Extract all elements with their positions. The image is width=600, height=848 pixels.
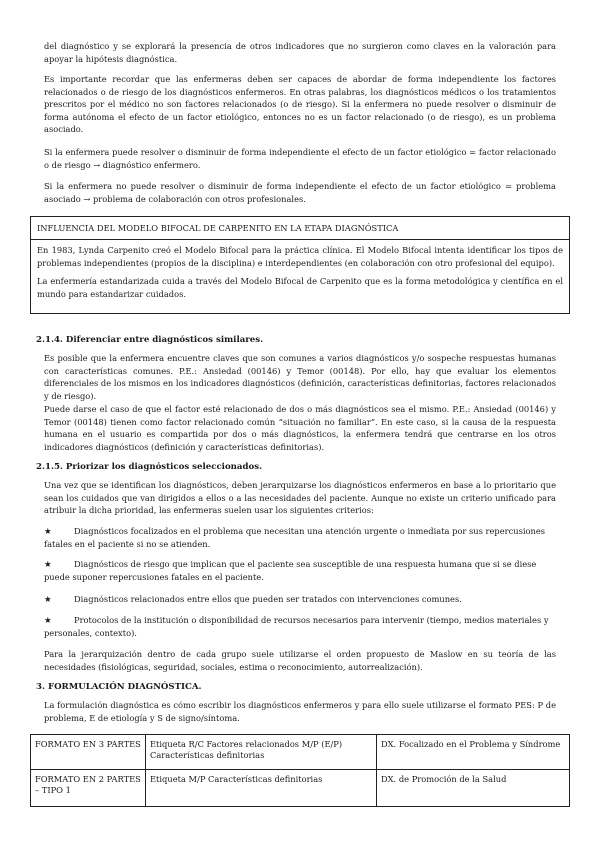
paragraph-important: Es importante recordar que las enfermeras deben ser capaces de abordar de forma independiente los factores relacionados o de riesgo de los diagnósticos enfermeros. En otras palabras, los diagnósticos médicos o los tratamientos prescritos por el médico no son factores relacionados (o de riesgo). Si la enfermera no puede resolver o disminuir de forma autónoma el efecto de un factor etiológico, entonces no es un factor relacionado (o de riesgo), es un problema asociado.: [44, 74, 556, 135]
paragraph-214-1: Es posible que la enfermera encuentre claves que son comunes a varios diagnósticos y/o sospeche respuestas humanas con características comunes. P.E.: Ansiedad (00146) y Temor (00148). Por ello, hay que evaluar los elementos diferenciales de los mismos en los indicadores diagnósticos (definición, características definitorias, factores relacionados y de riesgo).: [44, 353, 556, 401]
table-row: [31, 770, 570, 807]
paragraph-215-1: Una vez que se identifican los diagnósticos, deben jerarquizarse los diagnósticos enfermeros en base a lo prioritario que sean los cuidados que van dirigidos a ellos o a las necesidades del paciente. Aunque no existe un criterio unificado para atribuir la dicha prioridad, las enfermeras suelen usar los siguientes criterios:: [44, 480, 556, 516]
bifocal-box-body: [31, 240, 569, 310]
table-cell: FORMATO EN 3 PARTES: [31, 735, 146, 770]
table-cell: DX. de Promoción de la Salud: [377, 770, 570, 807]
table-row: [31, 735, 570, 770]
paragraph-intro: del diagnóstico y se explorará la presencia de otros indicadores que no surgieron como claves en la valoración para apoyar la hipótesis diagnóstica.: [44, 41, 556, 64]
paragraph-214-2: Puede darse el caso de que el factor esté relacionado de dos o más diagnósticos sea el mismo. P.E.: Ansiedad (00146) y Temor (00148) tienen como factor relacionado común “situación no familiar”. En este caso, si la causa de la respuesta humana en el usuario es compartida por dos o más diagnósticos, la enfermera tendrá que centrarse en los otros indicadores diagnósticos (definición y características definitorias).: [44, 404, 556, 452]
table-cell: DX. Focalizado en el Problema y Síndrome: [377, 735, 570, 770]
star-bullet-icon: ★: [44, 526, 52, 536]
bifocal-model-box: [30, 216, 570, 314]
table-cell: Etiqueta M/P Características definitorias: [146, 770, 377, 807]
heading-3: 3. FORMULACIÓN DIAGNÓSTICA.: [36, 682, 202, 692]
paragraph-215-2: Para la jerarquización dentro de cada grupo suele utilizarse el orden propuesto de Maslow en su teoría de las necesidades (fisiológicas, seguridad, sociales, estima o reconocimiento, autorrealización).: [44, 649, 556, 672]
paragraph-can-resolve: Si la enfermera puede resolver o disminuir de forma independiente el efecto de un factor etiológico = factor relacionado o de riesgo → diagnóstico enfermero.: [44, 147, 556, 170]
paragraph-3-1: La formulación diagnóstica es cómo escribir los diagnósticos enfermeros y para ello suele utilizarse el formato PES: P de problema, E de etiología y S de signo/síntoma.: [44, 700, 556, 723]
list-item: ★ Diagnósticos de riesgo que implican que el paciente sea susceptible de una respuesta humana que si se diese puede suponer repercusiones fatales en el paciente.: [44, 559, 537, 582]
heading-2-1-4: 2.1.4. Diferenciar entre diagnósticos similares.: [36, 335, 264, 345]
paragraph-cannot-resolve: Si la enfermera no puede resolver o disminuir de forma independiente el efecto de un factor etiológico = problema asociado → problema de colaboración con otros profesionales.: [44, 181, 556, 204]
bifocal-box-heading: INFLUENCIA DEL MODELO BIFOCAL DE CARPENITO EN LA ETAPA DIAGNÓSTICA: [31, 217, 569, 240]
table-cell: Etiqueta R/C Factores relacionados M/P (E/P) Características definitorias: [146, 735, 377, 770]
star-bullet-icon: ★: [44, 559, 52, 569]
star-bullet-icon: ★: [44, 615, 52, 625]
star-bullet-icon: ★: [44, 594, 52, 604]
table-cell: FORMATO EN 2 PARTES – TIPO 1: [31, 770, 146, 807]
list-item: ★ Diagnósticos focalizados en el problema que necesitan una atención urgente o inmediata por sus repercusiones fatales en el paciente si no se atienden.: [44, 526, 545, 549]
heading-2-1-5: 2.1.5. Priorizar los diagnósticos seleccionados.: [36, 462, 263, 472]
list-item: ★ Diagnósticos relacionados entre ellos que pueden ser tratados con intervenciones comunes.: [44, 594, 462, 604]
bifocal-box-paragraph-2: La enfermería estandarizada cuida a través del Modelo Bifocal de Carpenito que es la forma metodológica y científica en el mundo para estandarizar cuidados.: [37, 276, 563, 299]
bifocal-box-paragraph-1: En 1983, Lynda Carpenito creó el Modelo Bifocal para la práctica clínica. El Modelo Bifocal intenta identificar los tipos de problemas independientes (propios de la disciplina) e interdependientes (en colaboración con otro profesional del equipo).: [37, 245, 563, 268]
format-table: [30, 734, 570, 807]
list-item: ★ Protocolos de la institución o disponibilidad de recursos necesarios para intervenir (tiempo, medios materiales y personales, contexto).: [44, 615, 549, 638]
